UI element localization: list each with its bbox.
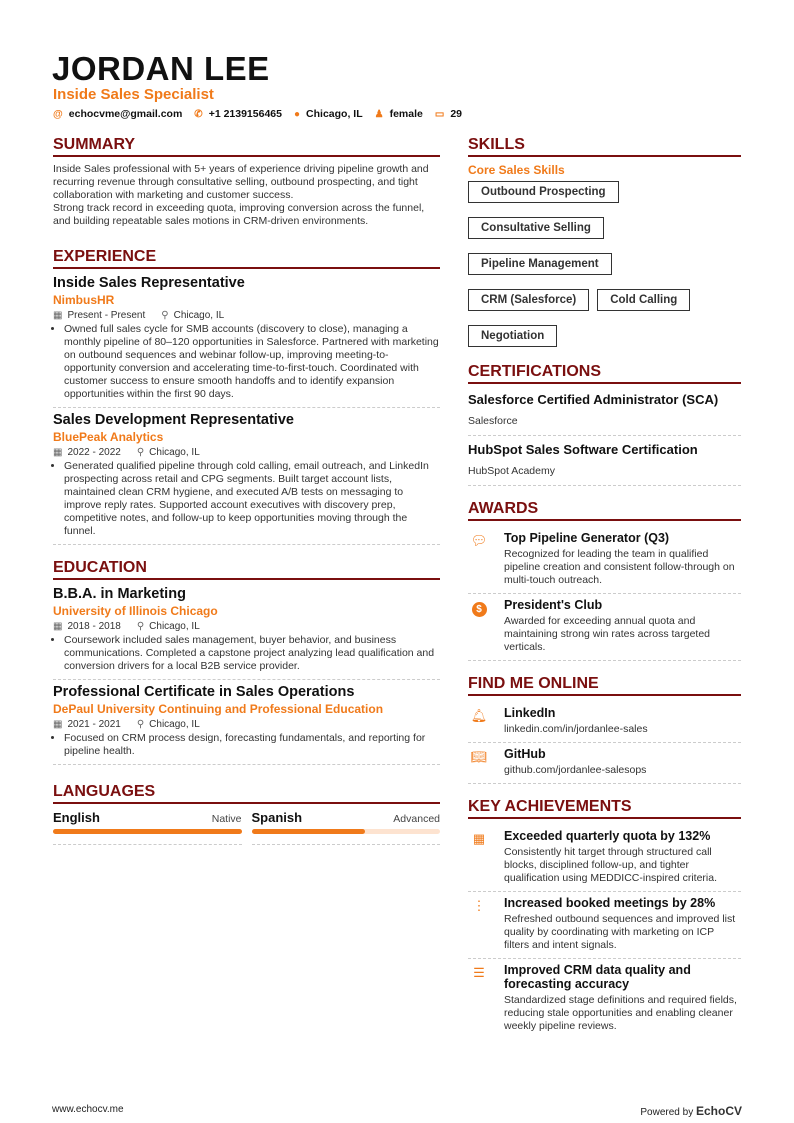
calendar-icon: ▦ <box>53 310 63 321</box>
right-column <box>468 136 741 1039</box>
language-item <box>53 810 242 845</box>
skill-tag: Pipeline Management <box>468 253 612 275</box>
achievement-item <box>468 959 741 1039</box>
award-desc: Recognized for leading the team in qualified pipeline creation and consistent follow-through on multi-touch outreach. <box>504 548 735 586</box>
degree-title: Professional Certificate in Sales Operations <box>53 684 355 700</box>
entry-meta <box>53 447 440 458</box>
location: Chicago, IL <box>149 621 200 632</box>
brand-logo: EchoCV <box>695 1104 742 1118</box>
calendar-icon: ▭ <box>434 109 445 120</box>
language-name: English <box>53 810 100 825</box>
cert-issuer: HubSpot Academy <box>468 465 555 477</box>
online-item[interactable] <box>468 743 741 784</box>
achievement-desc: Standardized stage definitions and required fields, reducing stale opportunities and enabling cleaner weekly pipeline reviews. <box>504 994 737 1032</box>
gender-text: female <box>389 108 423 120</box>
left-column <box>53 136 440 845</box>
age-text: 29 <box>450 108 463 120</box>
location: Chicago, IL <box>173 310 225 321</box>
skill-tag: Cold Calling <box>597 289 690 311</box>
language-bar-fill <box>53 829 242 834</box>
dates: 2018 - 2018 <box>67 621 121 632</box>
location-pin-icon: ⚲ <box>161 310 169 321</box>
language-name: Spanish <box>251 810 303 825</box>
school-name: University of Illinois Chicago <box>53 604 218 618</box>
calendar-chart-icon: ▦ <box>472 831 486 846</box>
online-title: GitHub <box>504 747 546 761</box>
candidate-title: Inside Sales Specialist <box>53 86 214 103</box>
footer-site[interactable]: www.echocv.me <box>52 1104 124 1115</box>
section-heading: SKILLS <box>468 136 741 157</box>
language-item <box>252 810 441 845</box>
contact-gender <box>375 108 423 120</box>
location-pin-icon: ⚲ <box>136 621 145 632</box>
cert-name: HubSpot Sales Software Certification <box>468 442 698 457</box>
contact-phone <box>194 108 282 120</box>
entry-meta <box>53 310 440 321</box>
experience-entry <box>53 275 440 408</box>
contact-email[interactable] <box>53 108 182 120</box>
achievement-desc: Consistently hit target through structured call blocks, disciplined follow-up, and tighter qualification using MEDDICC-inspired criteria. <box>504 846 717 884</box>
bullet: • Generated qualified pipeline through cold calling, email outreach, and LinkedIn prospecting across retail and CPG segments. Built target account lists, maintained clean CRM hygiene, and executed A/B tests on messaging to improve reply rates. Supported account executives with discovery prep, competitive notes, and follow-up to keep opportunities moving through the funnel. <box>64 460 440 538</box>
section-heading: EDUCATION <box>53 559 440 580</box>
award-item <box>468 527 741 594</box>
skill-tag: Negotiation <box>468 325 557 347</box>
location-text: Chicago, IL <box>306 108 363 120</box>
education-entry <box>53 684 440 765</box>
education-entry <box>53 586 440 680</box>
at-icon: @ <box>53 109 63 120</box>
language-bar-fill <box>252 829 365 834</box>
degree-title: B.B.A. in Marketing <box>53 586 186 602</box>
section-heading: LANGUAGES <box>53 783 440 804</box>
bullet: • Focused on CRM process design, forecasting fundamentals, and reporting for pipeline health. <box>64 732 440 758</box>
online-item[interactable] <box>468 702 741 743</box>
language-bar <box>53 829 242 834</box>
certification-item <box>468 390 741 436</box>
bullet: • Coursework included sales management, buyer behavior, and business communications. Completed a capstone project analyzing lead qualification and conversion drivers for a local B2B service provider. <box>64 634 440 673</box>
location-pin-icon: ● <box>293 109 301 120</box>
dates: 2022 - 2022 <box>67 447 121 458</box>
section-heading: FIND ME ONLINE <box>468 675 741 696</box>
dates: 2021 - 2021 <box>67 719 121 730</box>
powered-by-text: Powered by <box>640 1107 694 1118</box>
achievement-desc: Refreshed outbound sequences and improved list quality by coordinating with marketing on ICP filters and intent signals. <box>504 913 736 951</box>
languages-list <box>53 810 440 845</box>
chat-bubble-icon: 💬︎ <box>470 533 488 548</box>
language-level: Advanced <box>393 813 440 825</box>
cert-name: Salesforce Certified Administrator (SCA) <box>468 392 719 407</box>
location-pin-icon: ⚲ <box>136 719 145 730</box>
entry-meta <box>53 621 440 632</box>
location: Chicago, IL <box>149 719 200 730</box>
language-bar <box>252 829 441 834</box>
dots-vertical-icon: ⋮ <box>472 898 486 913</box>
email-text: echocvme@gmail.com <box>68 108 183 120</box>
contact-bar <box>53 108 462 120</box>
section-heading: SUMMARY <box>53 136 440 157</box>
phone-text: +1 2139156465 <box>208 108 282 120</box>
company-name: NimbusHR <box>53 293 115 307</box>
summary-paragraph: Strong track record in exceeding quota, improving conversion across the funnel, and building repeatable sales motions in CRM-driven environments. <box>53 202 425 227</box>
certification-item <box>468 440 741 486</box>
skill-group-title: Core Sales Skills <box>468 163 565 177</box>
footer-powered <box>640 1104 742 1118</box>
calendar-icon: ▦ <box>53 719 63 730</box>
cert-issuer: Salesforce <box>468 415 518 427</box>
section-heading: AWARDS <box>468 500 741 521</box>
candidate-name: JORDAN LEE <box>52 50 270 87</box>
award-item <box>468 594 741 661</box>
online-title: LinkedIn <box>504 706 556 720</box>
job-title: Inside Sales Representative <box>53 275 245 291</box>
company-name: BluePeak Analytics <box>53 430 164 444</box>
school-name: DePaul University Continuing and Professional Education <box>53 702 384 716</box>
job-title: Sales Development Representative <box>53 412 294 428</box>
award-desc: Awarded for exceeding annual quota and maintaining strong win rates across targeted verticals. <box>504 615 711 653</box>
award-title: President's Club <box>504 598 603 612</box>
location: Chicago, IL <box>149 447 200 458</box>
bell-icon: 🔔︎ <box>470 708 488 723</box>
phone-icon: ✆ <box>194 109 203 120</box>
online-url[interactable]: linkedin.com/in/jordanlee-sales <box>504 723 648 735</box>
section-heading: KEY ACHIEVEMENTS <box>468 798 741 819</box>
achievement-title: Increased booked meetings by 28% <box>504 896 716 910</box>
contact-age <box>435 108 462 120</box>
achievement-title: Improved CRM data quality and forecasting accuracy <box>504 963 691 991</box>
calendar-icon: ▦ <box>53 447 63 458</box>
book-icon: 📖︎ <box>470 749 488 764</box>
contact-location <box>294 108 363 120</box>
achievement-title: Exceeded quarterly quota by 132% <box>504 829 711 843</box>
bullet: • Owned full sales cycle for SMB accounts (discovery to close), managing a monthly pipeline of 80–120 opportunities in Salesforce. Partnered with marketing on outbound sequences and webinar follow-up, improving meeting-to-opportunity conversion and accelerating time-to-first-touch. Coordinated with customer success to ensure smooth handoffs and to identify expansion opportunities within the first 90 days. <box>64 323 440 401</box>
calendar-icon: ▦ <box>53 621 63 632</box>
achievement-item <box>468 825 741 892</box>
achievement-item <box>468 892 741 959</box>
summary-paragraph: Inside Sales professional with 5+ years of experience driving pipeline growth and recurring revenue through consultative selling, outbound prospecting, and tight collaboration with marketing and customer success. <box>53 163 429 201</box>
experience-entry <box>53 412 440 545</box>
skill-tag: CRM (Salesforce) <box>468 289 589 311</box>
dates: Present - Present <box>67 310 146 321</box>
dollar-icon: $ <box>468 598 490 654</box>
language-level: Native <box>211 813 242 825</box>
skill-tags <box>468 181 741 349</box>
lines-icon: ☰ <box>473 965 485 980</box>
section-heading: CERTIFICATIONS <box>468 363 741 384</box>
person-icon: ♟ <box>374 109 384 120</box>
entry-meta <box>53 719 440 730</box>
online-url[interactable]: github.com/jordanlee-salesops <box>504 764 647 776</box>
award-title: Top Pipeline Generator (Q3) <box>504 531 670 545</box>
section-heading: EXPERIENCE <box>53 248 440 269</box>
skill-tag: Outbound Prospecting <box>468 181 619 203</box>
location-pin-icon: ⚲ <box>136 447 145 458</box>
skill-tag: Consultative Selling <box>468 217 604 239</box>
